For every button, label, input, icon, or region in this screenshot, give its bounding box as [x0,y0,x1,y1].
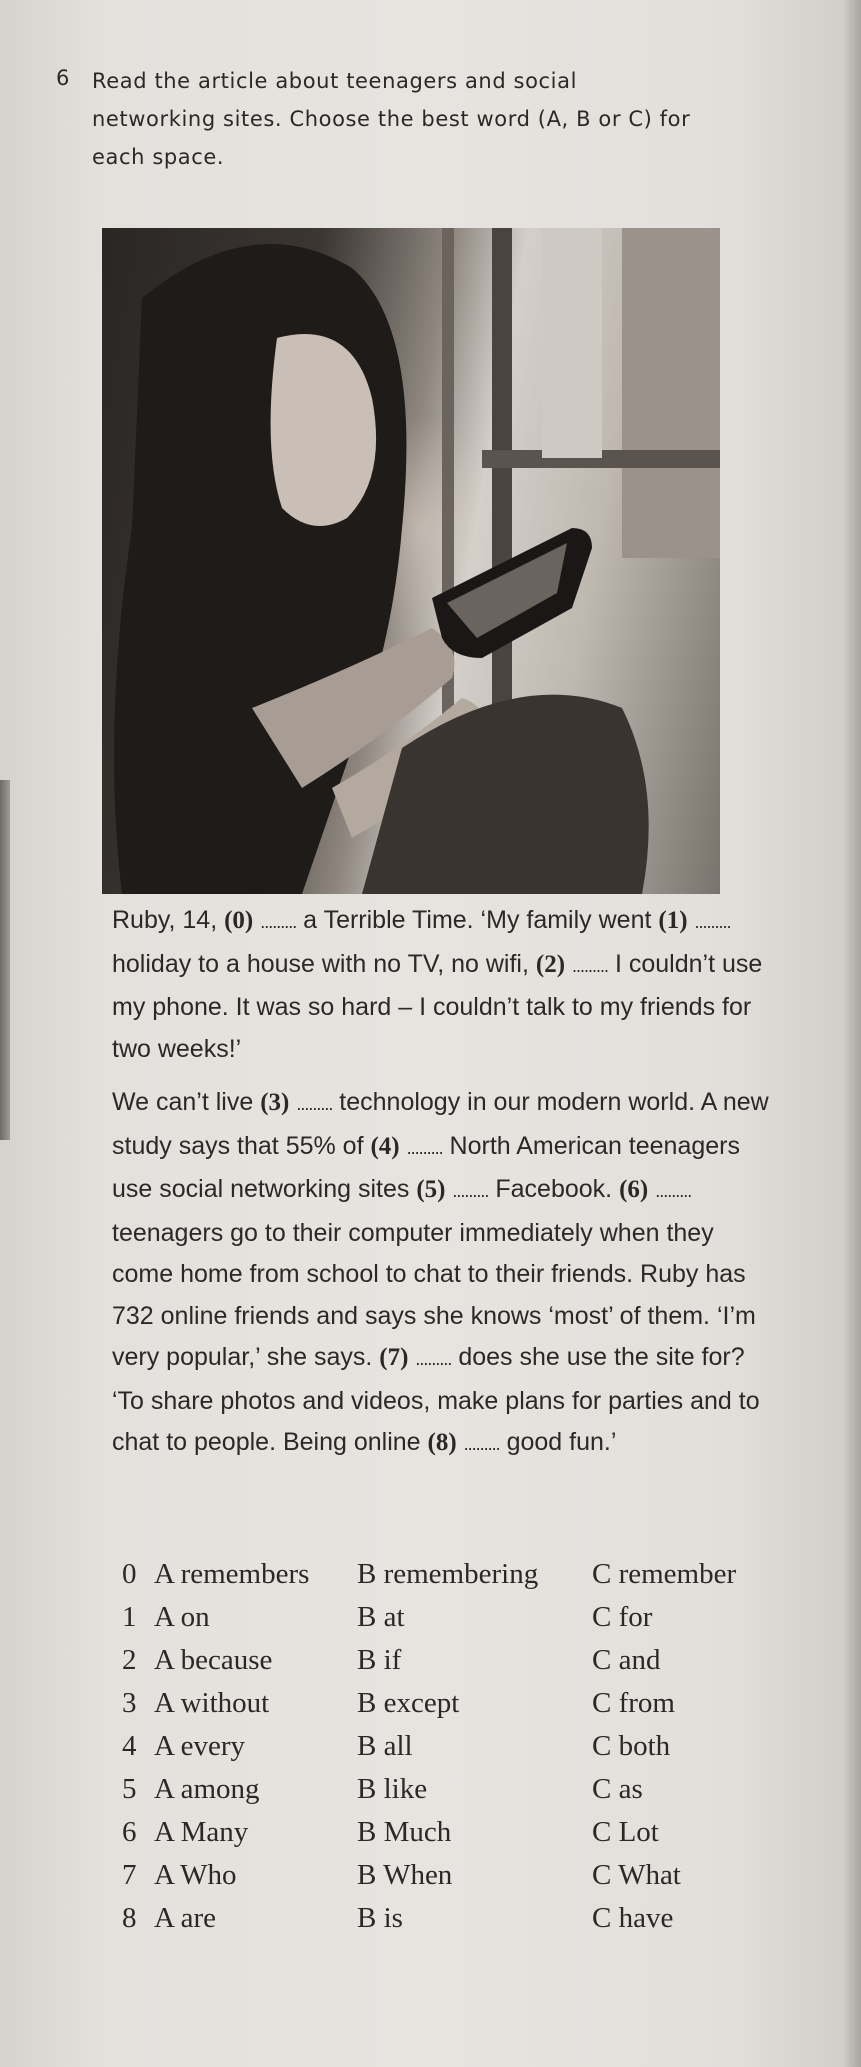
task-instructions: Read the article about teenagers and social networking sites. Choose the best word (A, B or C) for each space. [92,69,691,169]
option-a: A are [154,1902,216,1934]
blank-space: ......... [572,955,609,976]
option-c: C and [592,1644,661,1676]
option-a: A Who [154,1859,237,1891]
article-text: Facebook. [488,1175,620,1203]
option-c: C for [592,1601,653,1633]
option-row-8 [122,1902,802,1945]
option-a: A without [154,1687,270,1719]
gap-number: (8) [427,1429,457,1456]
option-b: B When [357,1859,453,1891]
gap-number: (4) [370,1132,400,1160]
article-paragraph-2 [112,1082,772,1466]
option-row-7 [122,1859,802,1902]
option-c: C Lot [592,1816,659,1848]
option-a: A on [154,1601,210,1633]
gap-number: (5) [416,1176,446,1203]
option-row-6 [122,1816,802,1859]
blank-space: ......... [452,1181,489,1201]
answer-options [122,1558,802,1945]
blank-space: ......... [694,912,731,932]
gap-number: (2) [535,950,566,978]
photo [102,228,720,894]
option-c: C have [592,1902,674,1934]
option-row-2 [122,1644,802,1687]
gap-number: (7) [379,1344,409,1371]
question-number: 4 [122,1730,137,1762]
gap-number: (0) [224,907,254,934]
article-text: I couldn’t use my phone. It was so hard – I couldn’t talk to my friends for two weeks!’ [112,949,763,1063]
question-number: 5 [122,1773,137,1805]
article-text: Ruby, 14, [112,906,225,934]
page-shadow [843,0,861,2067]
article [112,900,772,1478]
article-text: a Terrible Time. ‘My family went [296,906,659,934]
option-b: B like [357,1773,428,1805]
question-number: 0 [122,1558,137,1590]
option-b: B remembering [357,1558,539,1590]
option-a: A Many [154,1816,249,1848]
question-number: 8 [122,1902,137,1934]
option-b: B Much [357,1816,452,1848]
option-c: C from [592,1687,675,1719]
option-a: A remembers [154,1558,310,1590]
blank-space: ......... [406,1137,443,1158]
option-row-4 [122,1730,802,1773]
question-number: 2 [122,1644,137,1676]
question-number: 1 [122,1601,137,1633]
option-c: C as [592,1773,643,1805]
option-c: C both [592,1730,671,1762]
option-row-5 [122,1773,802,1816]
article-paragraph-1 [112,900,772,1070]
blank-space: ......... [260,912,297,932]
option-c: C What [592,1859,681,1891]
option-c: C remember [592,1558,737,1590]
option-a: A among [154,1773,260,1805]
article-text: good fun.’ [499,1428,617,1456]
gap-number: (6) [619,1176,649,1203]
girl-using-tablet-icon [102,228,720,894]
question-number: 6 [122,1816,137,1848]
gap-number: (3) [260,1089,290,1116]
option-b: B all [357,1730,413,1762]
option-a: A because [154,1644,273,1676]
blank-space: ......... [296,1094,333,1114]
article-text: does she use the site for? ‘To share photos and videos, make plans for parties and to chat to people. Being online [112,1343,760,1456]
task-number: 6 [56,66,70,90]
option-row-0 [122,1558,802,1601]
option-row-3 [122,1687,802,1730]
blank-space: ......... [415,1349,452,1369]
adjacent-page-edge [0,780,10,1140]
option-row-1 [122,1601,802,1644]
article-text: technology in our modern world. A new study says that 55% of [112,1088,769,1160]
option-b: B is [357,1902,403,1934]
option-b: B if [357,1644,402,1676]
article-text: teenagers go to their computer immediately when they come home from school to chat to their friends. Ruby has 732 online friends and says she knows ‘most’ of them. ‘I’m very popular,’ she says. [112,1218,756,1371]
option-a: A every [154,1730,245,1762]
blank-space: ......... [463,1434,500,1454]
article-text: holiday to a house with no TV, no wifi, [112,949,536,978]
article-text: We can’t live [112,1088,261,1116]
blank-space: ......... [655,1181,692,1201]
question-number: 7 [122,1859,137,1891]
gap-number: (1) [658,907,688,934]
question-number: 3 [122,1687,137,1719]
option-b: B at [357,1601,405,1633]
option-b: B except [357,1687,460,1719]
article-text: North American teenagers use social networking sites [112,1131,740,1203]
